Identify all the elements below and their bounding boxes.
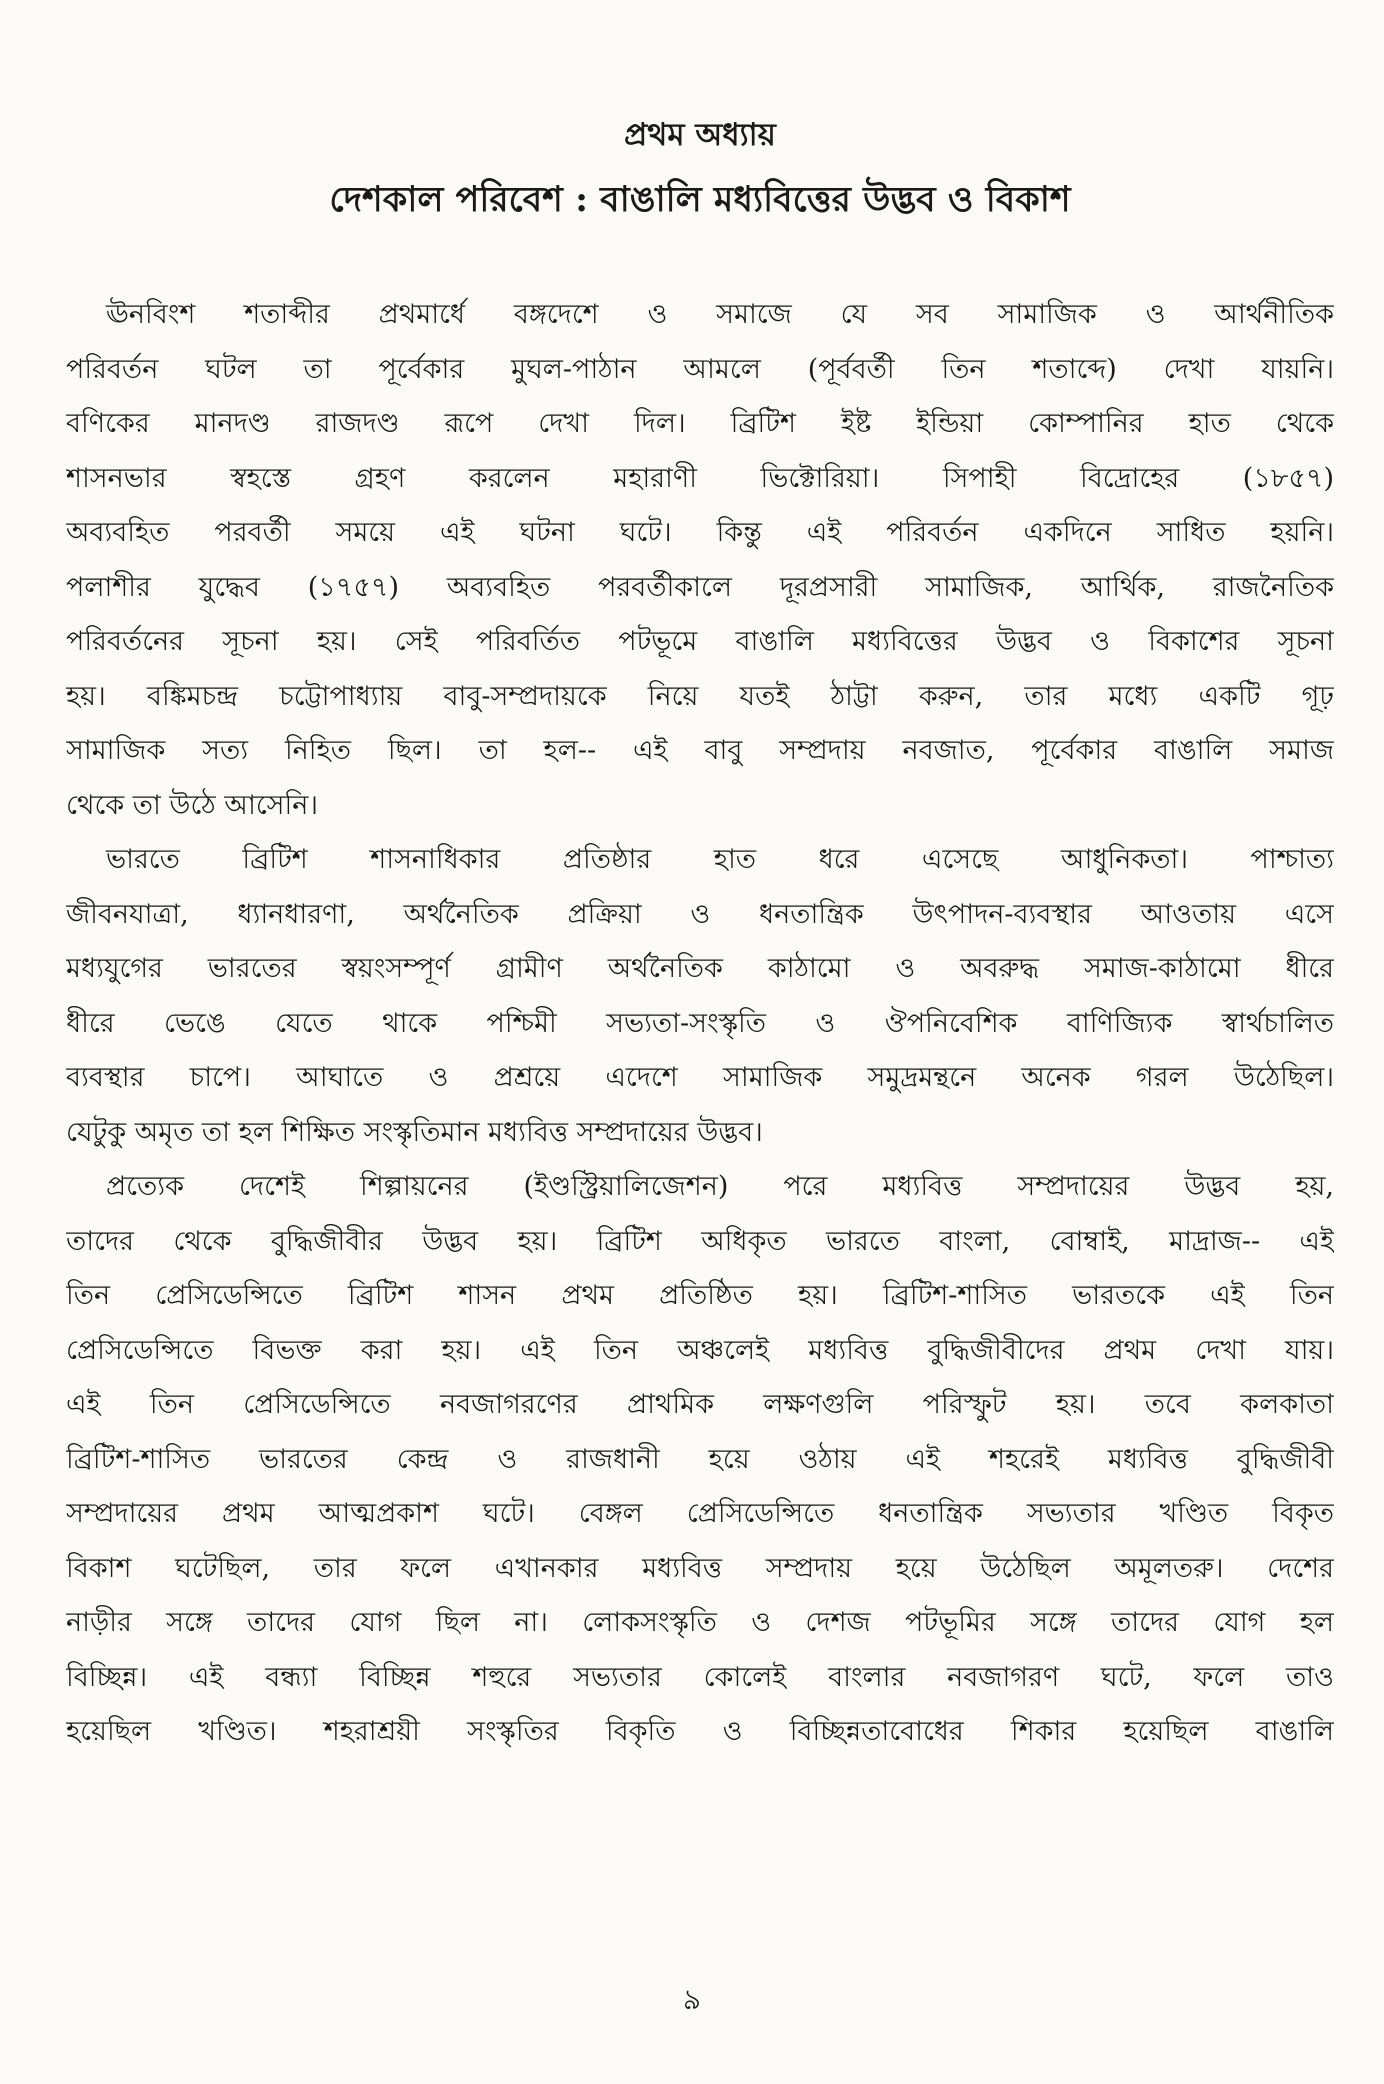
text-line: বিকাশ ঘটেছিল, তার ফলে এখানকার মধ্যবিত্ত সম্প্রদায় হয়ে উঠেছিল অমূলতরু। দেশের	[66, 1552, 1334, 1584]
paragraph-3	[66, 1160, 1334, 1760]
text-line: জীবনযাত্রা, ধ্যানধারণা, অর্থনৈতিক প্রক্রিয়া ও ধনতান্ত্রিক উৎপাদন-ব্যবস্থার আওতায় এসে	[66, 898, 1334, 930]
text-line: পরিবর্তন ঘটল তা পূর্বেকার মুঘল-পাঠান আমলে (পূর্ববর্তী তিন শতাব্দে) দেখা যায়নি।	[66, 353, 1334, 385]
text-line: প্রেসিডেন্সিতে বিভক্ত করা হয়। এই তিন অঞ্চলেই মধ্যবিত্ত বুদ্ধিজীবীদের প্রথম দেখা যায়।	[66, 1334, 1334, 1366]
page-number: ৯	[682, 1983, 702, 2016]
text-line: অব্যবহিত পরবর্তী সময়ে এই ঘটনা ঘটে। কিন্তু এই পরিবর্তন একদিনে সাধিত হয়নি।	[66, 517, 1334, 548]
chapter-title: দেশকাল পরিবেশ : বাঙালি মধ্যবিত্তের উদ্ভব ও বিকাশ	[329, 179, 1071, 220]
text-line: বণিকের মানদণ্ড রাজদণ্ড রূপে দেখা দিল। ব্রিটিশ ইষ্ট ইন্ডিয়া কোম্পানির হাত থেকে	[66, 408, 1334, 439]
text-line: যেটুকু অমৃত তা হল শিক্ষিত সংস্কৃতিমান মধ্যবিত্ত সম্প্রদায়ের উদ্ভব।	[66, 1116, 763, 1148]
text-line: হয়েছিল খণ্ডিত। শহরাশ্রয়ী সংস্কৃতির বিকৃতি ও বিচ্ছিন্নতাবোধের শিকার হয়েছিল বাঙালি	[66, 1716, 1334, 1747]
text-line: তিন প্রেসিডেন্সিতে ব্রিটিশ শাসন প্রথম প্রতিষ্ঠিত হয়। ব্রিটিশ-শাসিত ভারতকে এই তিন	[66, 1280, 1334, 1311]
text-line: তাদের থেকে বুদ্ধিজীবীর উদ্ভব হয়। ব্রিটিশ অধিকৃত ভারতে বাংলা, বোম্বাই, মাদ্রাজ-- এই	[66, 1225, 1334, 1257]
text-line: পলাশীর যুদ্ধেব (১৭৫৭) অব্যবহিত পরবর্তীকালে দূরপ্রসারী সামাজিক, আর্থিক, রাজনৈতিক	[66, 571, 1334, 603]
text-line: ব্যবস্থার চাপে। আঘাতে ও প্রশ্রয়ে এদেশে সামাজিক সমুদ্রমন্থনে অনেক গরল উঠেছিল।	[66, 1062, 1334, 1093]
text-line: ঊনবিংশ শতাব্দীর প্রথমার্ধে বঙ্গদেশে ও সমাজে যে সব সামাজিক ও আর্থনীতিক	[106, 299, 1334, 330]
chapter-heading: প্রথম অধ্যায়	[624, 117, 776, 153]
text-line: বিচ্ছিন্ন। এই বন্ধ্যা বিচ্ছিন্ন শহুরে সভ্যতার কোলেই বাংলার নবজাগরণ ঘটে, ফলে তাও	[66, 1661, 1334, 1693]
text-line: এই তিন প্রেসিডেন্সিতে নবজাগরণের প্রাথমিক লক্ষণগুলি পরিস্ফুট হয়। তবে কলকাতা	[66, 1389, 1334, 1420]
text-line: সম্প্রদায়ের প্রথম আত্মপ্রকাশ ঘটে। বেঙ্গল প্রেসিডেন্সিতে ধনতান্ত্রিক সভ্যতার খণ্ডিত বিকৃত	[66, 1498, 1334, 1529]
text-line: হয়। বঙ্কিমচন্দ্র চট্টোপাধ্যায় বাবু-সম্প্রদায়কে নিয়ে যতই ঠাট্টা করুন, তার মধ্যে একটি গূঢ়	[66, 680, 1334, 712]
text-line: ধীরে ভেঙে যেতে থাকে পশ্চিমী সভ্যতা-সংস্কৃতি ও ঔপনিবেশিক বাণিজ্যিক স্বার্থচালিত	[66, 1007, 1334, 1039]
paragraph-1	[66, 288, 1334, 833]
text-line: থেকে তা উঠে আসেনি।	[66, 789, 318, 821]
text-line: শাসনভার স্বহস্তে গ্রহণ করলেন মহারাণী ভিক্টোরিয়া। সিপাহী বিদ্রোহের (১৮৫৭)	[66, 462, 1334, 494]
text-line: ভারতে ব্রিটিশ শাসনাধিকার প্রতিষ্ঠার হাত ধরে এসেছে আধুনিকতা। পাশ্চাত্য	[106, 844, 1334, 875]
paragraph-2	[66, 833, 1334, 1160]
text-line: পরিবর্তনের সূচনা হয়। সেই পরিবর্তিত পটভূমে বাঙালি মধ্যবিত্তের উদ্ভব ও বিকাশের সূচনা	[66, 626, 1334, 657]
text-line: মধ্যযুগের ভারতের স্বয়ংসম্পূর্ণ গ্রামীণ অর্থনৈতিক কাঠামো ও অবরুদ্ধ সমাজ-কাঠামো ধীরে	[66, 953, 1334, 984]
text-line: প্রত্যেক দেশেই শিল্পায়নের (ইণ্ডস্ট্রিয়ালিজেশন) পরে মধ্যবিত্ত সম্প্রদায়ের উদ্ভব হয়,	[106, 1171, 1334, 1202]
text-line: নাড়ীর সঙ্গে তাদের যোগ ছিল না। লোকসংস্কৃতি ও দেশজ পটভূমির সঙ্গে তাদের যোগ হল	[66, 1607, 1334, 1638]
text-line: সামাজিক সত্য নিহিত ছিল। তা হল-- এই বাবু সম্প্রদায় নবজাত, পূর্বেকার বাঙালি সমাজ	[66, 735, 1334, 766]
text-line: ব্রিটিশ-শাসিত ভারতের কেন্দ্র ও রাজধানী হয়ে ওঠায় এই শহরেই মধ্যবিত্ত বুদ্ধিজীবী	[66, 1443, 1334, 1475]
